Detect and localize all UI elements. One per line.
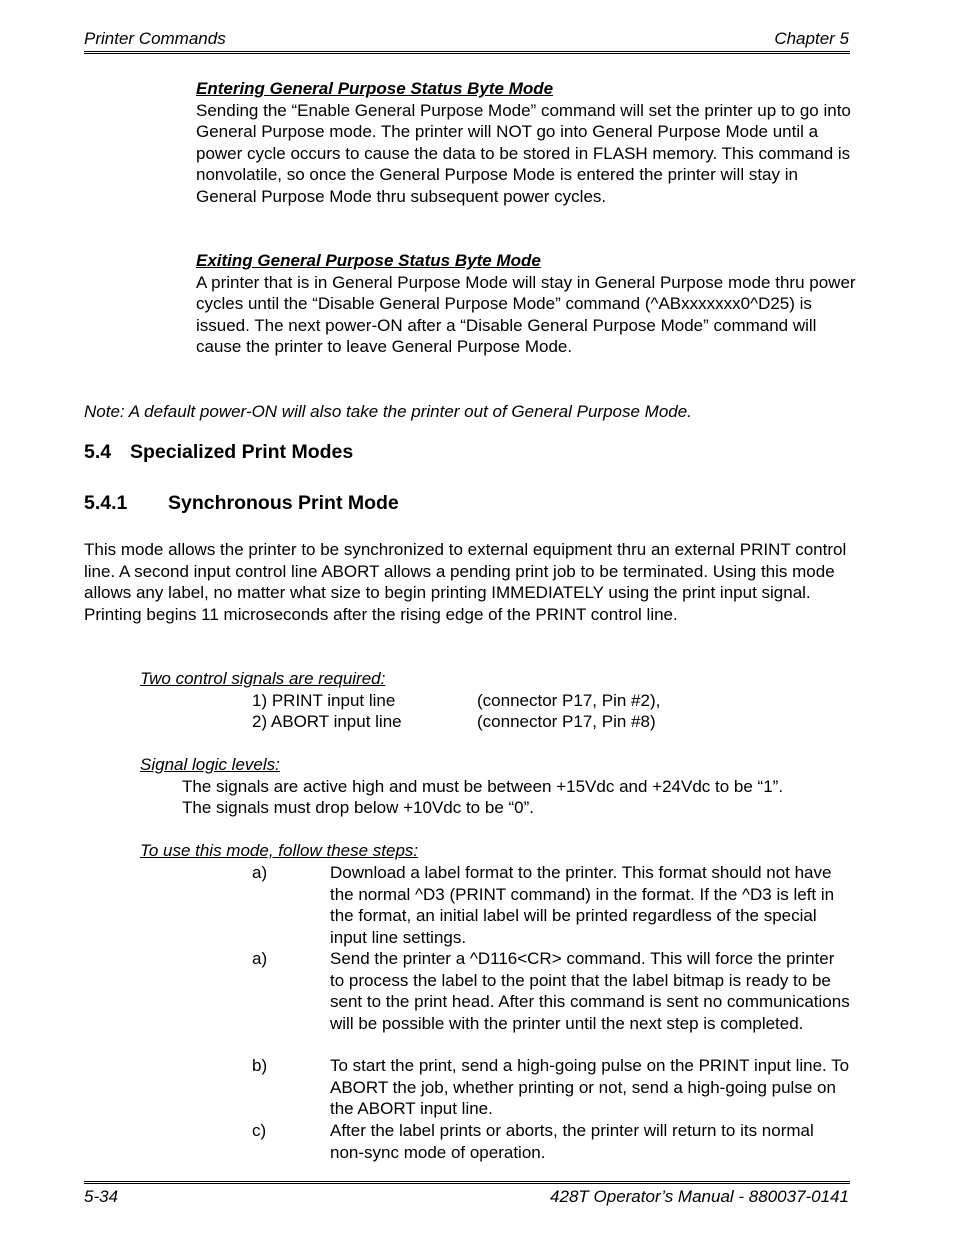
subsection-title: Synchronous Print Mode	[168, 492, 399, 514]
note-text: Note: A default power-ON will also take the printer out of General Purpose Mode.	[84, 402, 692, 421]
logic-heading: Signal logic levels:	[140, 755, 280, 774]
header-rule	[84, 51, 850, 54]
exiting-section	[196, 250, 856, 358]
section-heading	[84, 442, 353, 464]
step-text: To start the print, send a high-going pulse on the PRINT input line. To ABORT the job, whether printing or not, send a high-going pulse on the ABORT input line.	[330, 1056, 850, 1118]
step-text: After the label prints or aborts, the printer will return to its normal non-sync mode of operation.	[330, 1121, 814, 1162]
step-key: a)	[252, 863, 268, 882]
signal-label: 2) ABORT input line	[252, 712, 402, 731]
signal-value: (connector P17, Pin #2),	[477, 691, 661, 710]
page-number: 5-34	[84, 1187, 119, 1206]
page-header-right: Chapter 5	[774, 29, 849, 48]
signal-value: (connector P17, Pin #8)	[477, 712, 656, 731]
logic-line: The signals are active high and must be between +15Vdc and +24Vdc to be “1”.	[182, 777, 784, 796]
footer-rule	[84, 1181, 850, 1184]
exiting-heading: Exiting General Purpose Status Byte Mode	[196, 251, 541, 270]
page-header-left: Printer Commands	[84, 29, 226, 48]
section-number: 5.4	[84, 441, 112, 463]
logic-line: The signals must drop below +10Vdc to be “0”.	[182, 798, 534, 817]
entering-section	[196, 78, 856, 207]
step-text: Download a label format to the printer. This format should not have the normal ^D3 (PRINT command) in the format. If the ^D3 is left in the format, an initial label will be printed regardless of the special input line settings.	[330, 863, 835, 947]
section-title: Specialized Print Modes	[130, 441, 354, 463]
step-key: a)	[252, 949, 268, 968]
steps-heading: To use this mode, follow these steps:	[140, 841, 419, 860]
step-key: b)	[252, 1056, 268, 1075]
signals-heading: Two control signals are required:	[140, 669, 386, 688]
intro-paragraph: This mode allows the printer to be synchronized to external equipment thru an external PRINT control line. A second input control line ABORT allows a pending print job to be terminated. Using this mode allows any label, no matter what size to begin printing IMMEDIATELY using the print input signal. Printing begins 11 microseconds after the rising edge of the PRINT control line.	[84, 540, 847, 624]
exiting-body: A printer that is in General Purpose Mode will stay in General Purpose mode thru power cycles until the “Disable General Purpose Mode” command (^ABxxxxxxx0^D25) is issued. The next power-ON after a “Disable General Purpose Mode” command will cause the printer to leave General Purpose Mode.	[196, 272, 856, 356]
subsection-heading	[84, 493, 399, 515]
manual-title: 428T Operator’s Manual - 880037-0141	[550, 1187, 849, 1206]
signal-label: 1) PRINT input line	[252, 691, 396, 710]
step-key: c)	[252, 1121, 267, 1140]
step-text: Send the printer a ^D116<CR> command. This will force the printer to process the label to the point that the label bitmap is ready to be sent to the print head. After this command is sent no communications will be possible with the printer until the next step is completed.	[330, 949, 850, 1033]
entering-body: Sending the “Enable General Purpose Mode” command will set the printer up to go into General Purpose mode. The printer will NOT go into General Purpose Mode until a power cycle occurs to cause the data to be stored in FLASH memory. This command is nonvolatile, so once the General Purpose Mode is entered the printer will stay in General Purpose Mode thru subsequent power cycles.	[196, 100, 851, 206]
subsection-number: 5.4.1	[84, 492, 128, 514]
entering-heading: Entering General Purpose Status Byte Mode	[196, 79, 554, 98]
